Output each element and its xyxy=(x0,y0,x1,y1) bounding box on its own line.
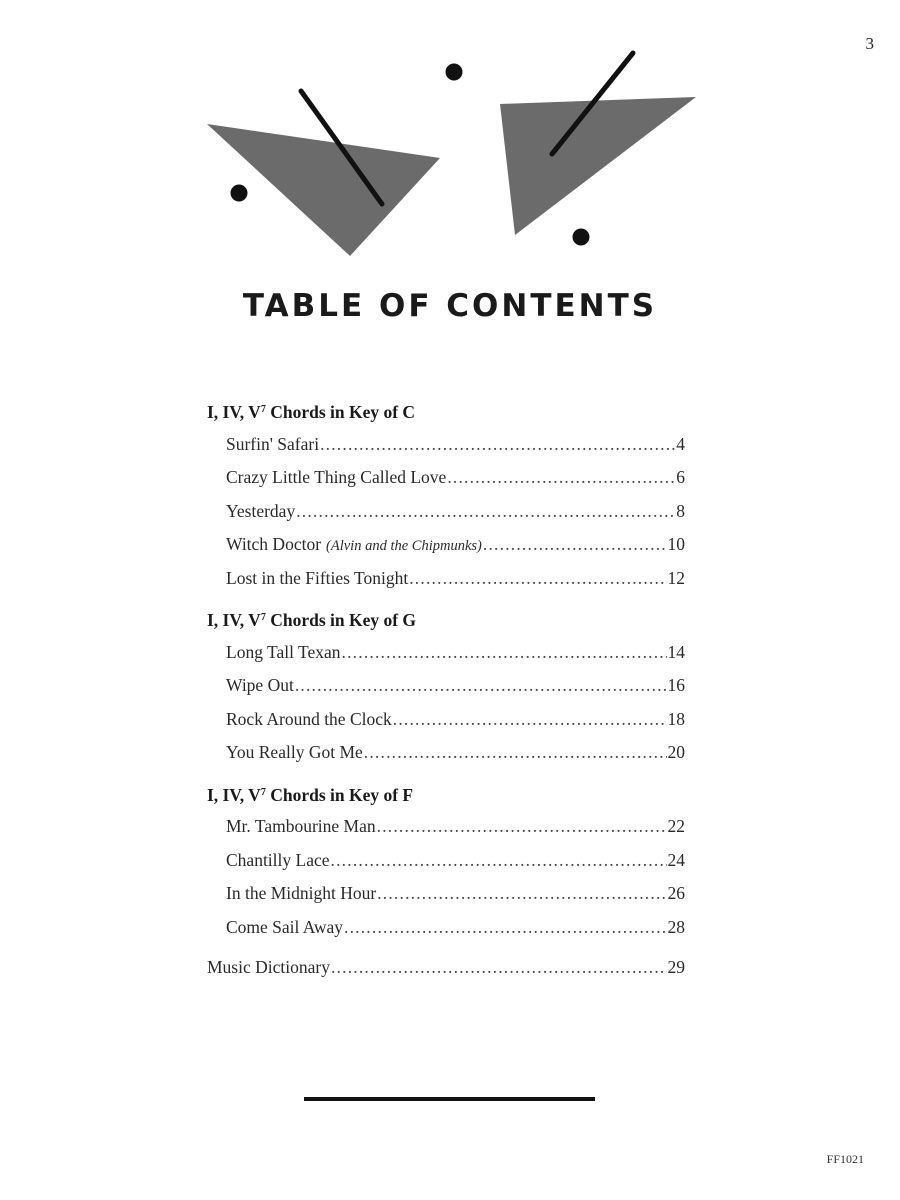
entry-title: Rock Around the Clock xyxy=(226,708,392,729)
right-dot xyxy=(573,229,590,246)
dot-leader xyxy=(409,567,666,589)
entry-page: 16 xyxy=(667,675,685,695)
entry-page: 8 xyxy=(676,500,685,521)
section-key-of-f xyxy=(207,782,685,950)
entry-page: 10 xyxy=(667,534,685,554)
entry-title: Mr. Tambourine Man xyxy=(226,816,376,836)
section-heading-text: I, IV, V xyxy=(207,610,261,630)
dot-leader xyxy=(295,674,667,696)
entry-note: (Alvin and the Chipmunks) xyxy=(326,538,482,554)
section-heading xyxy=(207,782,685,816)
dot-leader xyxy=(331,956,667,978)
entry-title: Lost in the Fifties Tonight xyxy=(226,567,409,588)
toc-entry[interactable] xyxy=(207,741,685,775)
section-key-of-g xyxy=(207,607,685,775)
toc-entry[interactable] xyxy=(207,500,685,534)
entry-page: 29 xyxy=(667,957,685,977)
entry-page: 22 xyxy=(667,816,685,836)
toc-entry[interactable] xyxy=(207,567,685,601)
toc-entry[interactable] xyxy=(207,433,685,467)
toc-entry-music-dictionary[interactable] xyxy=(207,956,685,990)
toc-entry[interactable] xyxy=(207,849,685,883)
section-heading xyxy=(207,399,685,433)
section-heading-text: Chords in Key of F xyxy=(265,784,414,805)
top-dot xyxy=(446,64,463,81)
dot-leader xyxy=(377,882,666,904)
toc-entry[interactable] xyxy=(207,641,685,675)
toc-entry[interactable] xyxy=(207,466,685,500)
section-heading-text: Chords in Key of G xyxy=(265,610,417,630)
entry-title: Yesterday xyxy=(226,500,296,521)
section-heading-text: I, IV, V xyxy=(207,784,261,805)
dot-leader xyxy=(344,916,667,938)
page-title: TABLE OF CONTENTS xyxy=(242,288,658,324)
entry-page: 12 xyxy=(667,567,685,588)
entry-page: 6 xyxy=(676,467,685,487)
entry-page: 20 xyxy=(667,742,685,762)
dot-leader xyxy=(342,641,667,663)
footer-rule xyxy=(304,1097,595,1101)
left-dot xyxy=(231,185,248,202)
entry-title: Chantilly Lace xyxy=(226,849,330,870)
dot-leader xyxy=(393,708,667,730)
entry-title: Come Sail Away xyxy=(226,916,343,937)
page-number: 3 xyxy=(865,34,874,53)
section-heading-text: Chords in Key of C xyxy=(265,402,416,422)
section-heading-sup: 7 xyxy=(260,612,266,623)
section-key-of-c xyxy=(207,399,685,600)
entry-page: 18 xyxy=(667,708,685,729)
entry-title: Wipe Out xyxy=(226,675,294,695)
section-heading-sup: 7 xyxy=(260,786,266,798)
entry-page: 26 xyxy=(667,883,685,903)
entry-title: Long Tall Texan xyxy=(226,641,341,662)
entry-title: Crazy Little Thing Called Love xyxy=(226,467,447,487)
entry-page: 14 xyxy=(667,641,685,662)
entry-title: Witch Doctor xyxy=(226,534,322,554)
catalog-code: FF1021 xyxy=(826,1152,864,1166)
dot-leader xyxy=(483,533,667,555)
toc-entry[interactable] xyxy=(207,708,685,742)
dot-leader xyxy=(320,433,675,455)
toc-entry[interactable] xyxy=(207,533,685,567)
dot-leader xyxy=(364,741,667,763)
entry-page: 28 xyxy=(667,916,685,937)
entry-title: Surfin' Safari xyxy=(226,433,320,454)
section-heading-text: I, IV, V xyxy=(207,402,261,422)
dot-leader xyxy=(331,849,667,871)
toc-entry[interactable] xyxy=(207,815,685,849)
entry-title: In the Midnight Hour xyxy=(226,883,377,903)
decorative-geometric-art xyxy=(0,0,900,280)
entry-title: Music Dictionary xyxy=(207,957,330,977)
entry-title: You Really Got Me xyxy=(226,742,363,762)
entry-page: 24 xyxy=(667,849,685,870)
entry-page: 4 xyxy=(676,433,685,454)
right-triangle xyxy=(500,97,696,235)
dot-leader xyxy=(296,500,675,522)
toc-entry[interactable] xyxy=(207,916,685,950)
section-heading xyxy=(207,607,685,641)
dot-leader xyxy=(447,466,675,488)
toc-entry[interactable] xyxy=(207,674,685,708)
toc-entry[interactable] xyxy=(207,882,685,916)
table-of-contents xyxy=(207,399,685,990)
section-heading-sup: 7 xyxy=(260,404,266,415)
dot-leader xyxy=(377,815,667,837)
